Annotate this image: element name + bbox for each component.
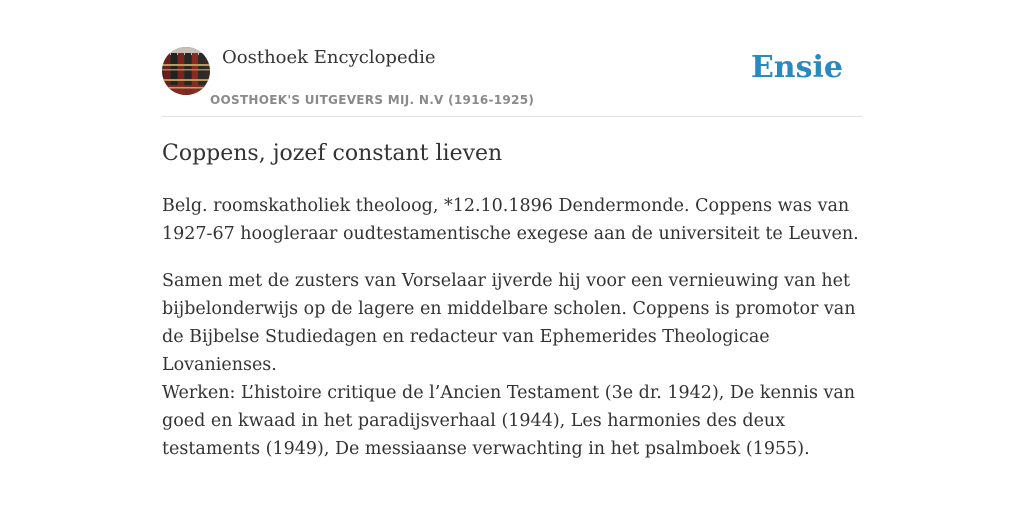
encyclopedia-books-icon — [162, 47, 210, 95]
source-title[interactable]: Oosthoek Encyclopedie — [222, 47, 436, 68]
article-paragraph: Belg. roomskatholiek theoloog, *12.10.1896 Dendermonde. Coppens was van 1927-67 hoogleraar oudtestamentische exegese aan de universiteit te Leuven. — [162, 196, 859, 244]
article-title: Coppens, jozef constant lieven — [162, 141, 503, 166]
source-header — [162, 46, 862, 117]
source-subtitle: OOSTHOEK'S UITGEVERS MIJ. N.V (1916-1925) — [210, 93, 535, 107]
source-avatar[interactable] — [162, 47, 210, 95]
brand-logo[interactable]: Ensie — [750, 50, 843, 85]
article-paragraph: Samen met de zusters van Vorselaar ijverde hij voor een vernieuwing van het bijbelonderwijs op de lagere en middelbare scholen. Coppens is promotor van de Bijbelse Studiedagen en redacteur van Ephemerides Theologicae Lovanienses. — [162, 271, 856, 375]
article-paragraph: Werken: L’histoire critique de l’Ancien Testament (3e dr. 1942), De kennis van goed en kwaad in het paradijsverhaal (1944), Les harmonies des deux testaments (1949), De messiaanse verwachting in het psalmboek (1955). — [162, 383, 856, 459]
